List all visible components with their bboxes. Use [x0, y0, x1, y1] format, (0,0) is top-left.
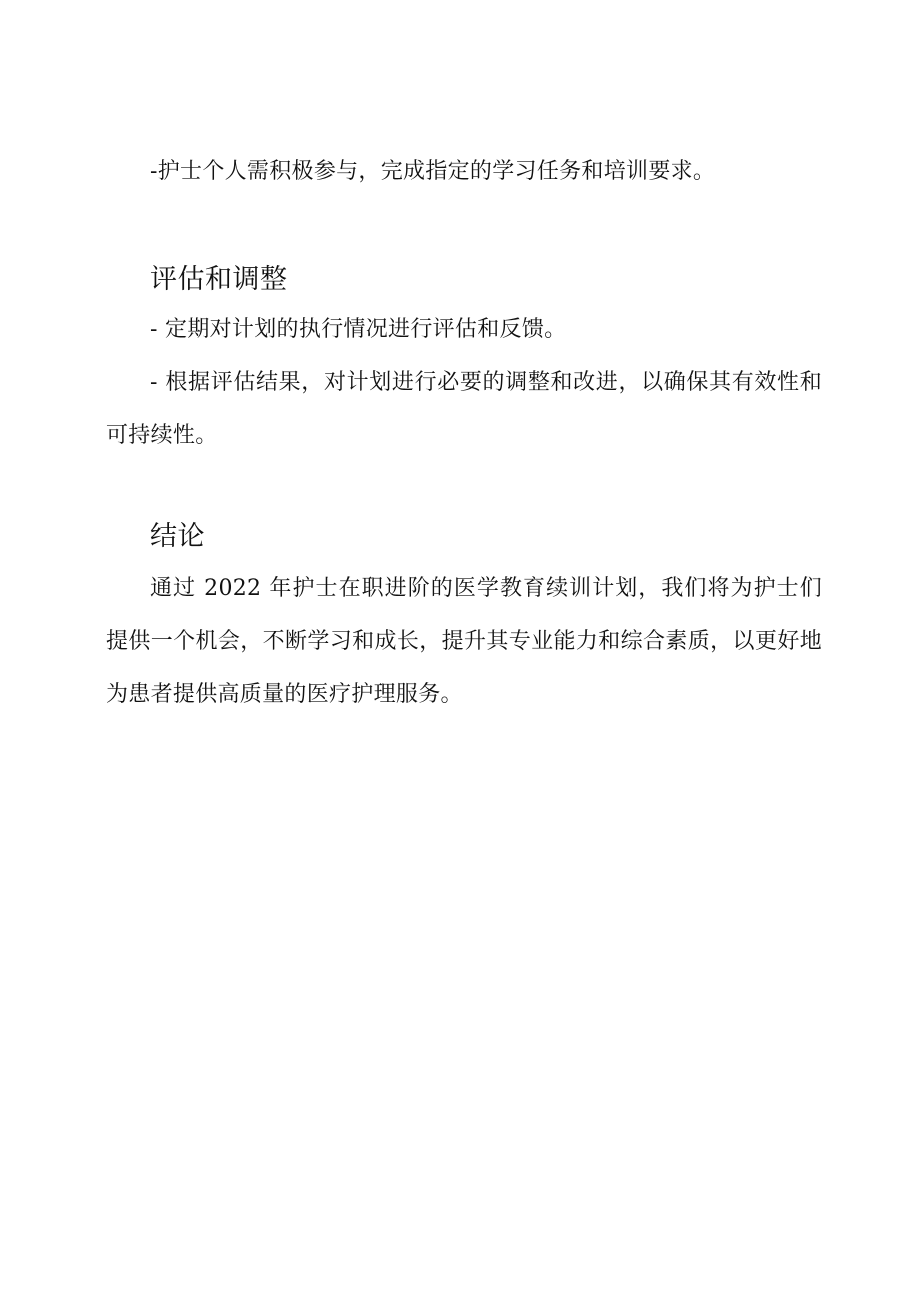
evaluation-bullet-2: - 根据评估结果，对计划进行必要的调整和改进，以确保其有效性和可持续性。 — [106, 370, 822, 448]
evaluation-heading: 评估和调整 — [150, 264, 288, 295]
evaluation-bullet-1: - 定期对计划的执行情况进行评估和反馈。 — [150, 317, 567, 342]
participation-bullet: -护士个人需积极参与，完成指定的学习任务和培训要求。 — [150, 159, 716, 184]
conclusion-paragraph: 通过 2022 年护士在职进阶的医学教育续训计划，我们将为护士们提供一个机会，不断学习和成长，提升其专业能力和综合素质，以更好地为患者提供高质量的医疗护理服务。 — [106, 576, 822, 707]
conclusion-heading: 结论 — [150, 521, 205, 552]
